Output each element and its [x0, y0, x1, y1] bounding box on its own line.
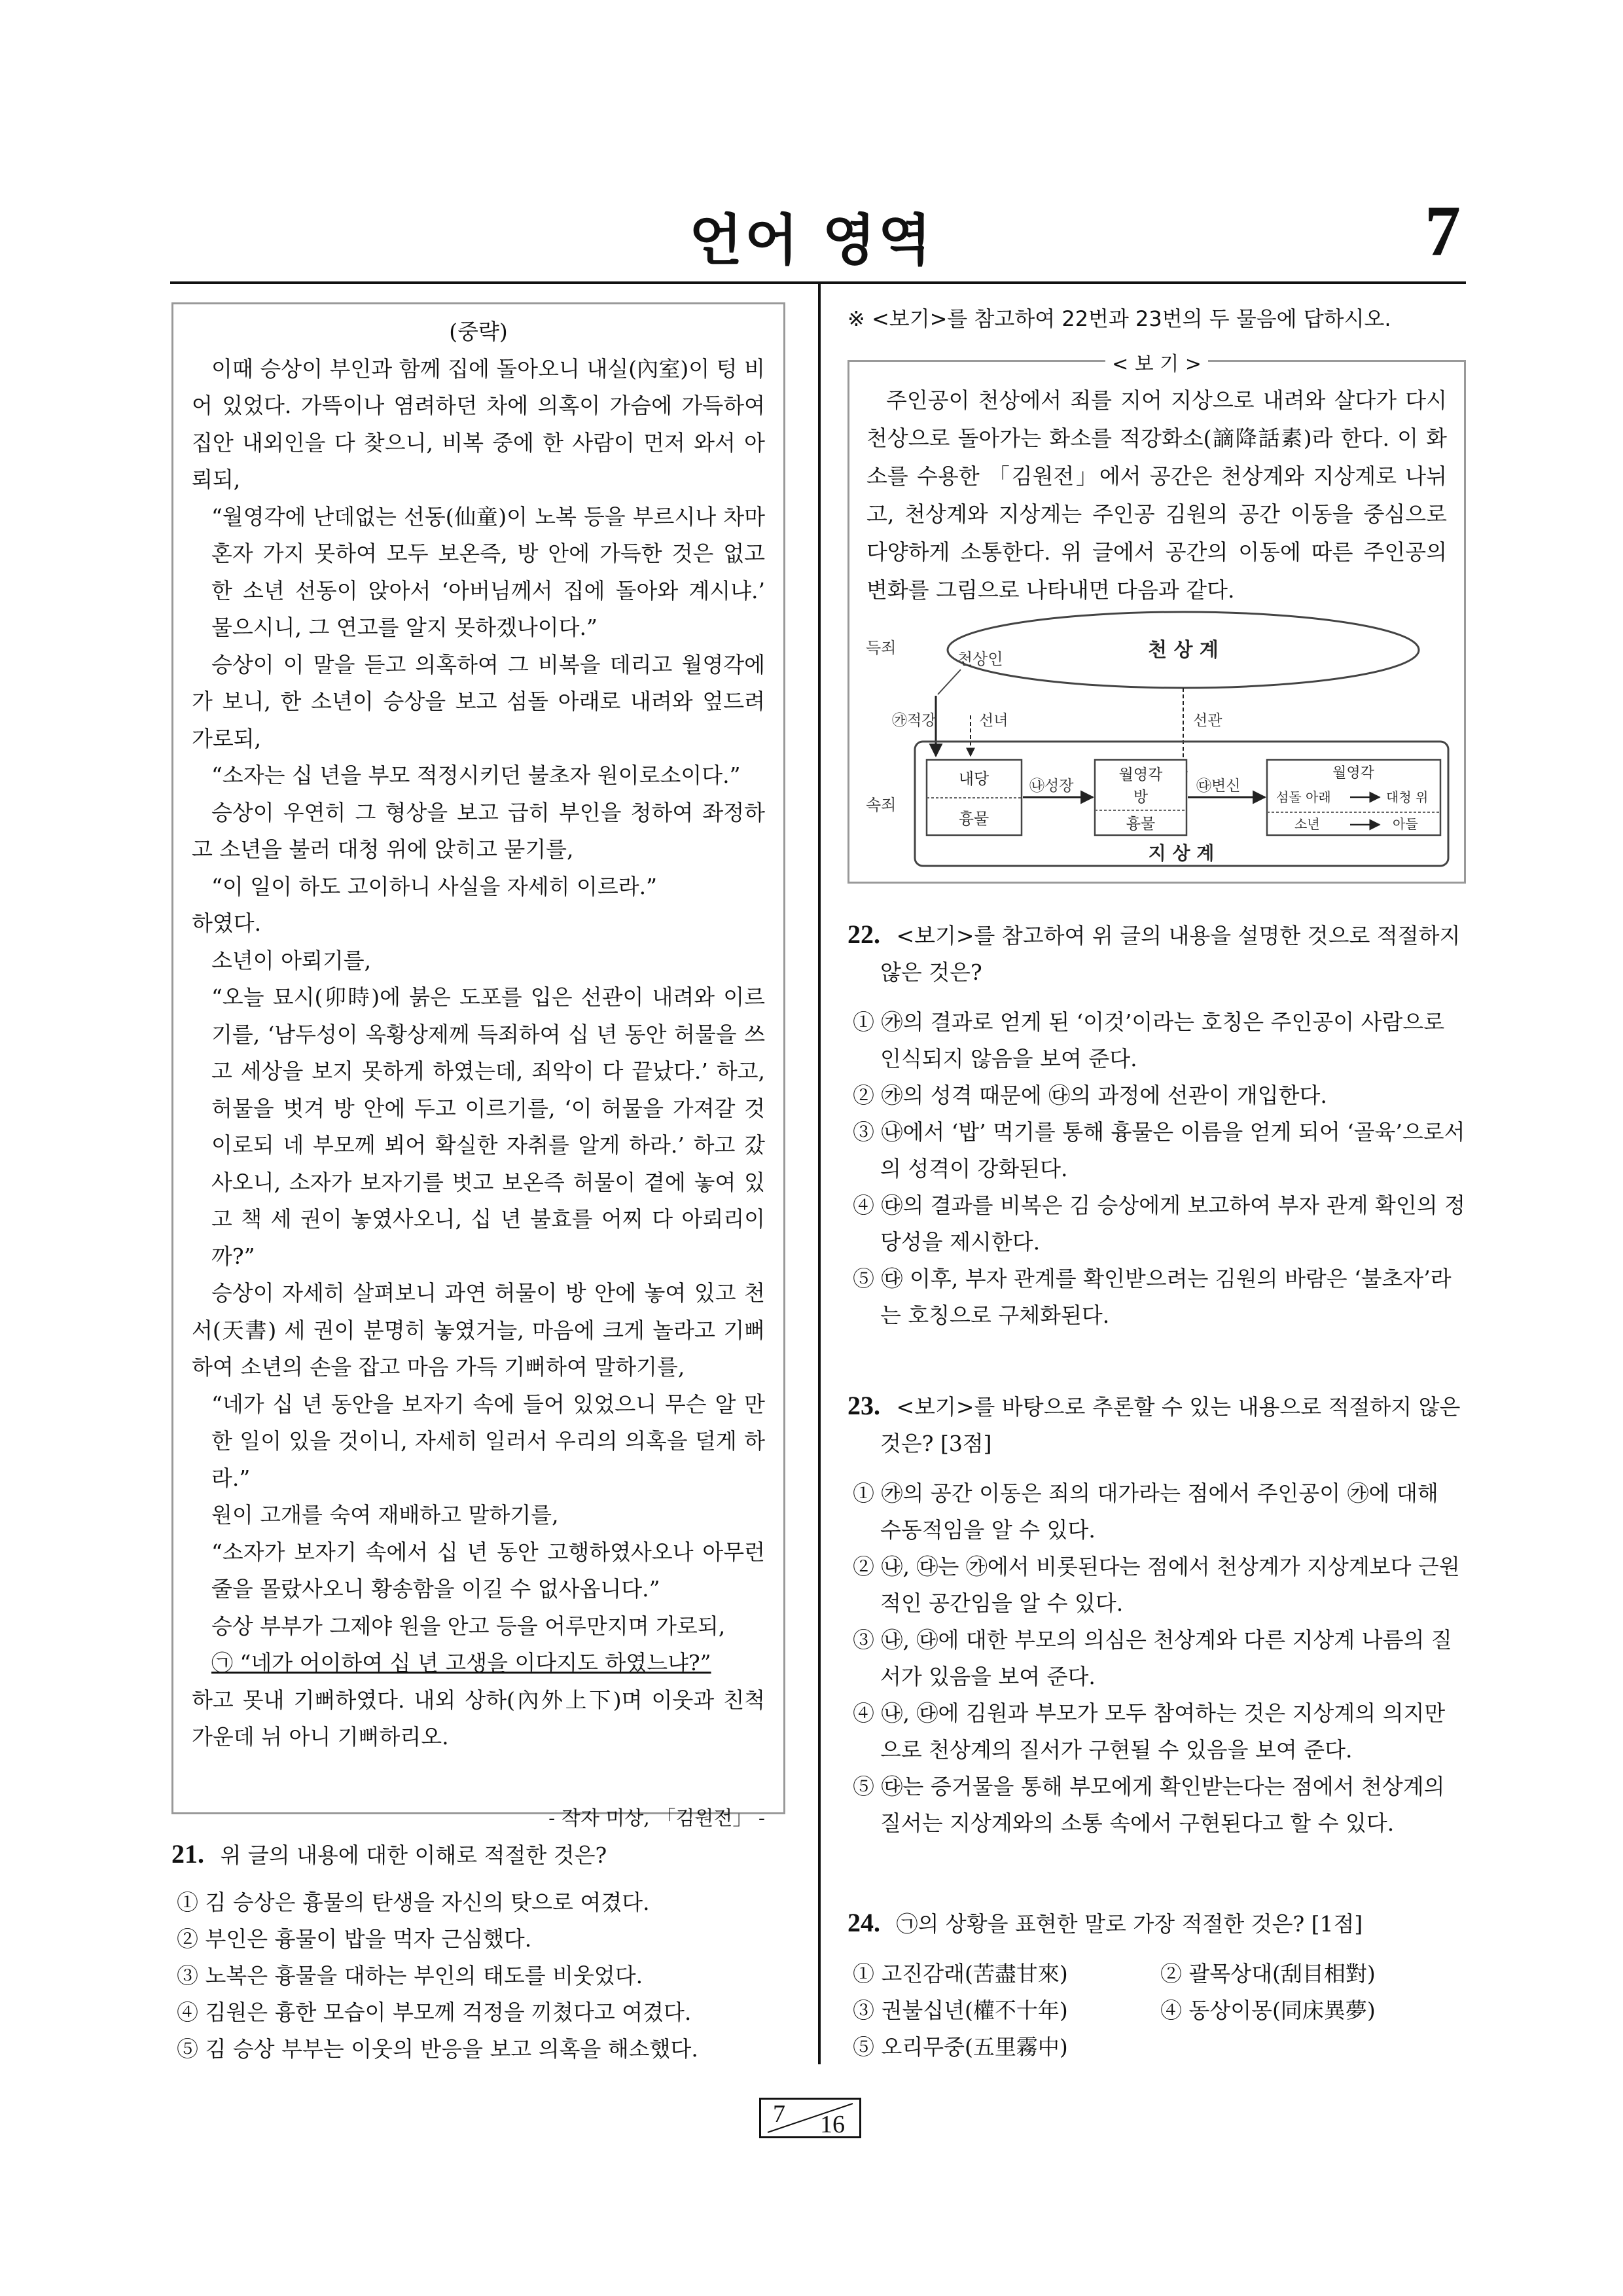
label-transform: ㉰변신 [1196, 778, 1241, 795]
question-number: 24. [847, 1908, 880, 1937]
question-22 [847, 916, 1466, 1334]
options-23 [847, 1475, 1466, 1842]
header-page-number: 7 [1425, 191, 1461, 271]
label-heaven: 천 상 계 [1148, 639, 1219, 662]
passage-paragraph: “월영각에 난데없는 선동(仙童)이 노복 등을 부르시나 차마 혼자 가지 못하여 모두 보온즉, 방 안에 가득한 것은 없고 한 소년 선동이 앉아서 ‘아버님께서 집에 돌아와 계시냐.’ 물으시니, 그 연고를 알지 못하겠나이다.” [211, 503, 765, 640]
question-23 [847, 1388, 1466, 1842]
space-movement-diagram [863, 604, 1452, 872]
label-seongwan: 선관 [1193, 712, 1222, 729]
question-number: 22. [847, 920, 880, 949]
option-2[interactable]: ② 부인은 흉물이 밥을 먹자 근심했다. [177, 1926, 532, 1952]
option-3[interactable]: ③ 노복은 흉물을 대하는 부인의 태도를 비웃었다. [177, 1963, 643, 1988]
label-sin: 득죄 [866, 639, 897, 657]
passage-paragraph: “오늘 묘시(卯時)에 붉은 도포를 입은 선관이 내려와 이르기를, ‘남두성이 옥황상제께 득죄하여 십 년 동안 허물을 쓰고 세상을 보지 못하게 하였는데, 죄악이 다 끝났다.’ 하고, 허물을 벗겨 방 안에 두고 이르기를, ‘이 허물을 가져갈 것이로되 네 부모께 뵈어 확실한 자취를 알게 하라.’ 하고 갔사오니, 소자가 보자기를 벗고 보온즉 허물이 곁에 놓여 있고 책 세 권이 놓였사오니, 십 년 불효를 어찌 다 아뢰리이까?” [211, 984, 765, 1269]
options-22 [847, 1004, 1466, 1334]
option-5[interactable]: ⑤ ㉰ 이후, 부자 관계를 확인받으려는 김원의 바람은 ‘불초자’라는 호칭으로 구체화된다. [853, 1266, 1452, 1328]
box3-mid-left: 섬돌 아래 [1276, 789, 1331, 805]
question-number: 21. [171, 1839, 204, 1869]
passage-paragraph: 승상 부부가 그제야 원을 안고 등을 어루만지며 가로되, [211, 1613, 726, 1639]
boki-text: 주인공이 천상에서 죄를 지어 지상으로 내려와 살다가 다시 천상으로 돌아가는 화소를 적강화소(謫降話素)라 한다. 이 화소를 수용한 「김원전」에서 공간은 천상계와 지상계로 나뉘고, 천상계와 지상계는 주인공 김원의 공간 이동을 중심으로 다양하게 소통한다. 위 글에서 공간의 이동에 따른 주인공의 변화를 그림으로 나타내면 다음과 같다. [866, 387, 1447, 603]
passage-paragraph: 승상이 우연히 그 형상을 보고 급히 부인을 청하여 좌정하고 소년을 불러 대청 위에 앉히고 묻기를, [192, 799, 765, 862]
passage-paragraph: 승상이 자세히 살펴보니 과연 허물이 방 안에 놓여 있고 천서(天書) 세 권이 분명히 놓였거늘, 마음에 크게 놀라고 기뻐하여 소년의 손을 잡고 마음 가득 기뻐하여 말하기를, [192, 1280, 765, 1380]
passage-paragraph: 원이 고개를 숙여 재배하고 말하기를, [211, 1502, 559, 1528]
label-heaven-person: 천상인 [957, 650, 1003, 668]
option-4[interactable]: ④ 동상이몽(同床異夢) [1160, 1998, 1376, 2023]
column-divider [818, 284, 821, 2064]
box2-bottom: 흉물 [1126, 816, 1156, 833]
passage-paragraph: ㉠ “네가 어이하여 십 년 고생을 이다지도 하였느냐?” [211, 1650, 711, 1676]
passage-paragraph: “네가 십 년 동안을 보자기 속에 들어 있었으니 무슨 알 만한 일이 있을 것이니, 자세히 일러서 우리의 의혹을 덜게 하라.” [211, 1391, 765, 1491]
passage-paragraph: “소자가 보자기 속에서 십 년 동안 고행하였사오나 아무런 줄을 몰랐사오니 황송함을 이길 수 없사옵니다.” [211, 1539, 765, 1602]
box3-bottom-left: 소년 [1294, 816, 1320, 832]
question-stem: ㉠의 상황을 표현한 말로 가장 적절한 것은? [1점] [896, 1911, 1363, 1937]
option-3[interactable]: ③ ㉯에서 ‘밥’ 먹기를 통해 흉물은 이름을 얻게 되어 ‘골육’으로서의 성격이 강화된다. [853, 1119, 1465, 1181]
box2-mid: 방 [1133, 789, 1149, 806]
label-earth: 지 상 계 [1148, 842, 1215, 864]
question-21 [171, 1836, 800, 2068]
box2-top: 월영각 [1118, 766, 1163, 783]
passage-author: - 작자 미상, 「김원전」 - [548, 1806, 765, 1830]
box1-top: 내당 [958, 770, 990, 788]
options-24 [847, 1956, 1466, 2066]
label-soksoe: 속죄 [866, 796, 897, 814]
options-21 [171, 1884, 800, 2068]
passage-text [192, 314, 765, 1756]
box1-bottom: 흉물 [958, 810, 990, 828]
boki-instruction: ※ <보기>를 참고하여 22번과 23번의 두 물음에 답하시오. [847, 306, 1391, 331]
option-1[interactable]: ① ㉮의 결과로 얻게 된 ‘이것’이라는 호칭은 주인공이 사람으로 인식되지 않음을 보여 준다. [853, 1009, 1445, 1071]
label-seonnyeo: 선녀 [979, 712, 1008, 729]
option-5[interactable]: ⑤ ㉰는 증거물을 통해 부모에게 확인받는다는 점에서 천상계의 질서는 지상계와의 소통 속에서 구현된다고 할 수 있다. [853, 1774, 1445, 1836]
passage-paragraph: “소자는 십 년을 부모 적정시키던 불초자 원이로소이다.” [211, 762, 741, 788]
label-growth: ㉯성장 [1029, 778, 1074, 795]
passage-paragraph: 승상이 이 말을 듣고 의혹하여 그 비복을 데리고 월영각에 가 보니, 한 소년이 승상을 보고 섬돌 아래로 내려와 엎드려 가로되, [192, 651, 765, 751]
question-stem: <보기>를 참고하여 위 글의 내용을 설명한 것으로 적절하지 않은 것은? [880, 923, 1461, 985]
option-4[interactable]: ④ 김원은 흉한 모습이 부모께 걱정을 끼쳤다고 여겼다. [177, 2000, 692, 2025]
boki-box [847, 353, 1466, 884]
boki-label: < 보 기 > [1105, 353, 1208, 376]
footer-total: 16 [820, 2111, 845, 2138]
box3-top: 월영각 [1332, 765, 1374, 781]
question-number: 23. [847, 1391, 880, 1420]
passage-paragraph: 하였다. [192, 910, 262, 936]
option-5[interactable]: ⑤ 김 승상 부부는 이웃의 반응을 보고 의혹을 해소했다. [177, 2036, 698, 2062]
box3-bottom-right: 아들 [1393, 816, 1418, 832]
option-3[interactable]: ③ ㉯, ㉰에 대한 부모의 의심은 천상계와 다른 지상계 나름의 질서가 있음을 보여 준다. [853, 1627, 1452, 1689]
question-stem: 위 글의 내용에 대한 이해로 적절한 것은? [220, 1842, 607, 1868]
label-jeokgang: ㉮적강 [892, 712, 936, 729]
option-2[interactable]: ② ㉮의 성격 때문에 ㉰의 과정에 선관이 개입한다. [853, 1083, 1327, 1108]
option-1[interactable]: ① 김 승상은 흉물의 탄생을 자신의 탓으로 여겼다. [177, 1890, 650, 1915]
passage-paragraph: 소년이 아뢰기를, [211, 947, 372, 973]
pointer-line [938, 670, 961, 694]
option-4[interactable]: ④ ㉰의 결과를 비복은 김 승상에게 보고하여 부자 관계 확인의 정당성을 제시한다. [853, 1193, 1465, 1255]
option-2[interactable]: ② ㉯, ㉰는 ㉮에서 비롯된다는 점에서 천상계가 지상계보다 근원적인 공간임을 알 수 있다. [853, 1554, 1460, 1616]
option-2[interactable]: ② 괄목상대(刮目相對) [1160, 1961, 1376, 1986]
option-1[interactable]: ① ㉮의 공간 이동은 죄의 대가라는 점에서 주인공이 ㉮에 대해 수동적임을 알 수 있다. [853, 1480, 1438, 1543]
option-5[interactable]: ⑤ 오리무중(五里霧中) [853, 2034, 1068, 2060]
passage-paragraph: (중략) [449, 319, 508, 344]
option-1[interactable]: ① 고진감래(苦盡甘來) [853, 1961, 1068, 1986]
box3-mid-right: 대청 위 [1386, 789, 1429, 805]
passage-paragraph: “이 일이 하도 고이하니 사실을 자세히 이르라.” [211, 873, 657, 899]
option-3[interactable]: ③ 권불십년(權不十年) [853, 1998, 1068, 2023]
footer-page: 7 [773, 2100, 785, 2128]
question-stem: <보기>를 바탕으로 추론할 수 있는 내용으로 적절하지 않은 것은? [3점] [880, 1394, 1461, 1456]
page-footer [759, 2098, 861, 2138]
question-24 [847, 1905, 1466, 2066]
passage-paragraph: 하고 못내 기뻐하였다. 내외 상하(內外上下)며 이웃과 친척 가운데 뉘 아니 기뻐하리오. [192, 1687, 765, 1749]
passage-paragraph: 이때 승상이 부인과 함께 집에 돌아오니 내실(內室)이 텅 비어 있었다. 가뜩이나 염려하던 차에 의혹이 가슴에 가득하여 집안 내외인을 다 찾으니, 비복 중에 한 사람이 먼저 와서 아뢰되, [192, 355, 765, 492]
option-4[interactable]: ④ ㉯, ㉰에 김원과 부모가 모두 참여하는 것은 지상계의 의지만으로 천상계의 질서가 구현될 수 있음을 보여 준다. [853, 1700, 1446, 1763]
section-title: 언어 영역 [689, 208, 934, 272]
passage-box [171, 302, 785, 1830]
